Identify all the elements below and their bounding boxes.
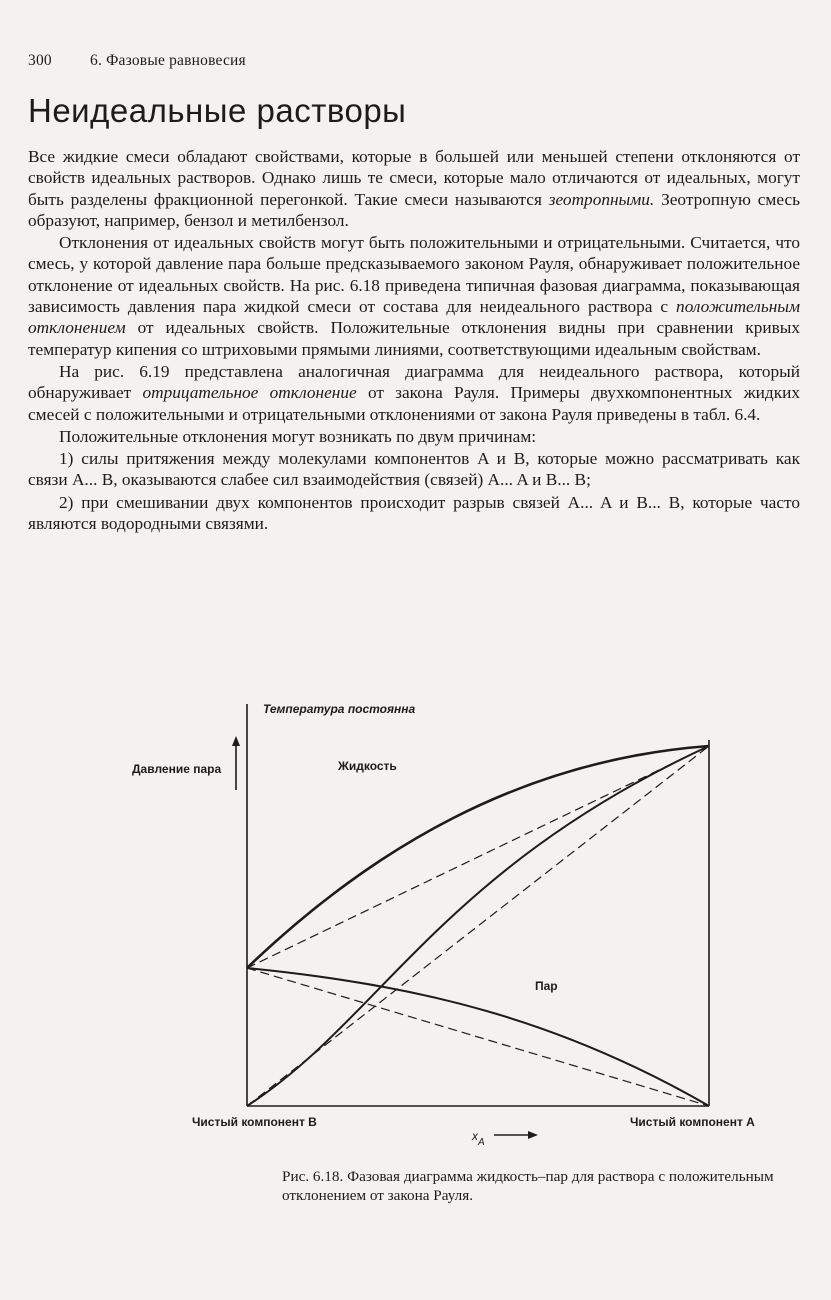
paragraph-2 [28,232,800,360]
page-number: 300 [28,52,52,69]
term-negative-deviation: отрицательное отклонение [142,383,357,403]
y-axis-label: Давление пара [132,762,222,776]
paragraph-1-text-a: Все жидкие смеси обладают свойствами, которые в большей или меньшей степени отклоняются от свойств идеальных растворов. Однако лишь те смеси, которые мало отличаются от идеальных, могут быть разделены фракционной перегонкой. Такие смеси называются [28,147,800,209]
running-head [28,52,246,70]
paragraph-3-text-b: от закона Рауля. Примеры двухкомпонентных жидких смесей с положительными и отрицательными отклонениями от закона Рауля приведены в табл. 6.4. [28,383,800,424]
paragraph-3-text-a: На рис. 6.19 представлена аналогичная диаграмма для неидеального раствора, который обнаруживает [28,361,800,403]
figure-6-18 [0,690,831,1150]
term-positive-deviation: положительным отклонением [28,297,800,338]
ideal-partial-b-line [247,968,709,1106]
ideal-total-pressure-line [247,746,709,968]
x-axis-arrow-head [528,1131,538,1139]
paragraph-2-text-b: от идеальных свойств. Положительные отклонения видны при сравнении кривых температур кипения со штриховыми прямыми линиями, соответствующими идеальным свойствам. [28,318,800,359]
liquid-label: Жидкость [338,759,397,773]
paragraph-3 [28,361,800,425]
paragraph-6: 2) при смешивании двух компонентов происходит разрыв связей A... A и B... B, которые часто являются водородными связями. [28,492,800,534]
vapor-label: Пар [535,979,558,993]
chapter-title: 6. Фазовые равновесия [90,52,246,69]
term-zeotropic: зеотропными. [548,189,655,209]
paragraph-2-text-a: Отклонения от идеальных свойств могут быть положительными и отрицательными. Считается, что смесь, у которой давление пара больше предсказываемого законом Рауля, обнаруживает положительное отклонение от идеальных свойств. На рис. 6.18 приведена типичная фазовая диаграмма, показывающая зависимость давления пара жидкой смеси от состава для неидеального раствора с [28,233,800,317]
figure-caption: Рис. 6.18. Фазовая диаграмма жидкость–пар для раствора с положительным отклонением от закона Рауля. [282,1168,774,1204]
body-text [28,146,800,535]
temperature-label: Температура постоянна [263,702,416,716]
paragraph-4: Положительные отклонения могут возникать по двум причинам: [59,426,537,446]
section-title: Неидеальные растворы [28,92,407,129]
pure-a-label: Чистый компонент A [630,1115,755,1129]
pressure-arrow-head [232,736,240,746]
paragraph-1 [28,146,800,231]
phase-diagram [0,690,831,1150]
x-axis-label: $x_A$ [472,1129,485,1148]
paragraph-5: 1) силы притяжения между молекулами компонентов A и B, которые можно рассматривать как связи A... B, оказываются слабее сил взаимодействия (связей) A... A и B... B; [28,449,800,490]
paragraph-1-text-b: Зеотропную смесь образуют, например, бензол и метилбензол. [28,189,800,230]
pure-b-label: Чистый компонент B [192,1115,317,1129]
